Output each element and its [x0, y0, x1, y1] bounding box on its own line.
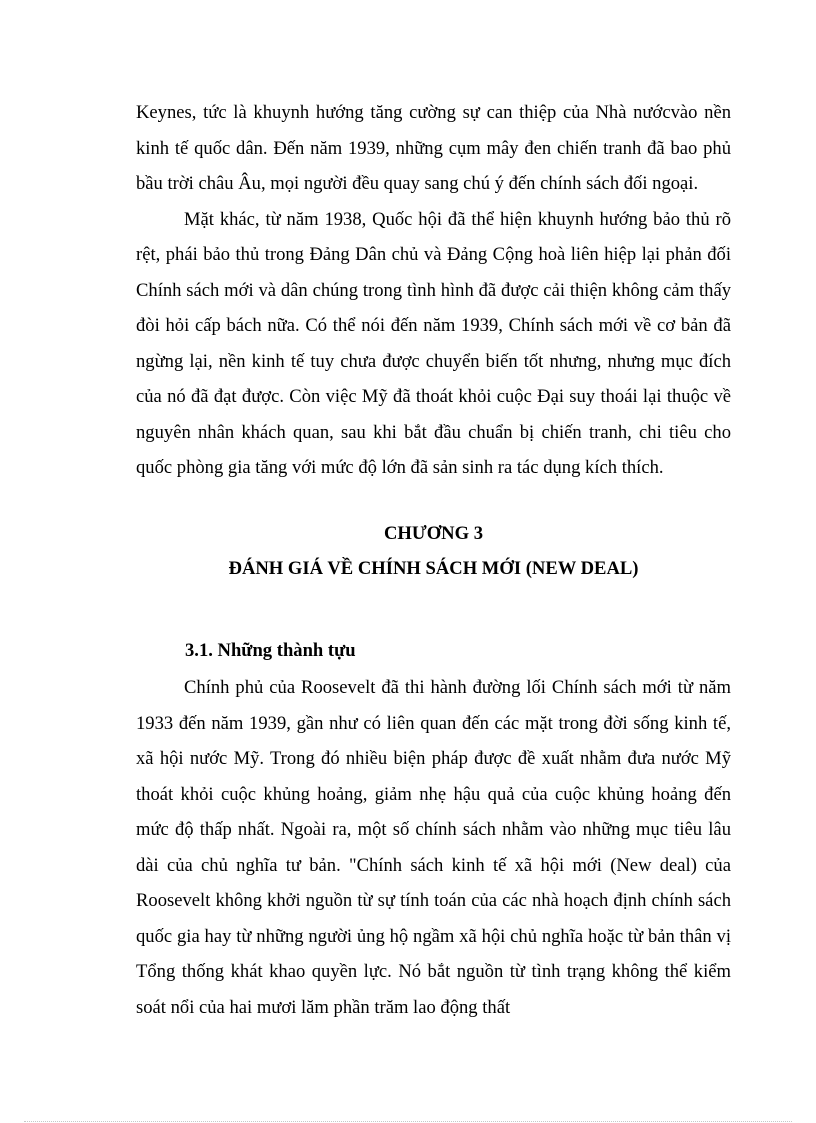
body-text-top — [136, 95, 731, 486]
paragraph-conservatism: Mặt khác, từ năm 1938, Quốc hội đã thể hiện khuynh hướng bảo thủ rõ rệt, phái bảo thủ trong Đảng Dân chủ và Đảng Cộng hoà liên hiệp lại phản đối Chính sách mới và dân chúng trong tình hình đã được cải thiện không cảm thấy đòi hỏi cấp bách nữa. Có thể nói đến năm 1939, Chính sách mới về cơ bản đã ngừng lại, nền kinh tế tuy chưa được chuyển biến tốt nhưng, nhưng mục đích của nó đã đạt được. Còn việc Mỹ đã thoát khỏi cuộc Đại suy thoái lại thuộc về nguyên nhân khách quan, sau khi bắt đầu chuẩn bị chiến tranh, chi tiêu cho quốc phòng gia tăng với mức độ lớn đã sản sinh ra tác dụng kích thích. — [136, 208, 731, 478]
page-bottom-divider — [24, 1121, 792, 1122]
chapter-number: CHƯƠNG 3 — [384, 523, 483, 544]
chapter-title: ĐÁNH GIÁ VỀ CHÍNH SÁCH MỚI (NEW DEAL) — [228, 558, 639, 579]
paragraph-continuation: Keynes, tức là khuynh hướng tăng cường sự can thiệp của Nhà nướcvào nền kinh tế quốc dân. Đến năm 1939, những cụm mây đen chiến tranh đã bao phủ bầu trời châu Âu, mọi người đều quay sang chú ý đến chính sách đối ngoại. — [136, 102, 731, 194]
body-text-bottom — [136, 670, 731, 1025]
section-heading: 3.1. Những thành tựu — [185, 640, 356, 661]
paragraph-achievements: Chính phủ của Roosevelt đã thi hành đường lối Chính sách mới từ năm 1933 đến năm 1939, gần như có liên quan đến các mặt trong đời sống kinh tế, xã hội nước Mỹ. Trong đó nhiều biện pháp được đề xuất nhằm đưa nước Mỹ thoát khỏi cuộc khủng hoảng, giảm nhẹ hậu quả của cuộc khủng hoảng đến mức độ thấp nhất. Ngoài ra, một số chính sách nhằm vào những mục tiêu lâu dài của chủ nghĩa tư bản. "Chính sách kinh tế xã hội mới (New deal) của Roosevelt không khởi nguồn từ sự tính toán của các nhà hoạch định chính sách quốc gia hay từ những người ủng hộ ngầm xã hội chủ nghĩa hoặc từ bản thân vị Tổng thống khát khao quyền lực. Nó bắt nguồn từ tình trạng không thể kiểm soát nổi của hai mươi lăm phần trăm lao động thất — [136, 677, 731, 1018]
